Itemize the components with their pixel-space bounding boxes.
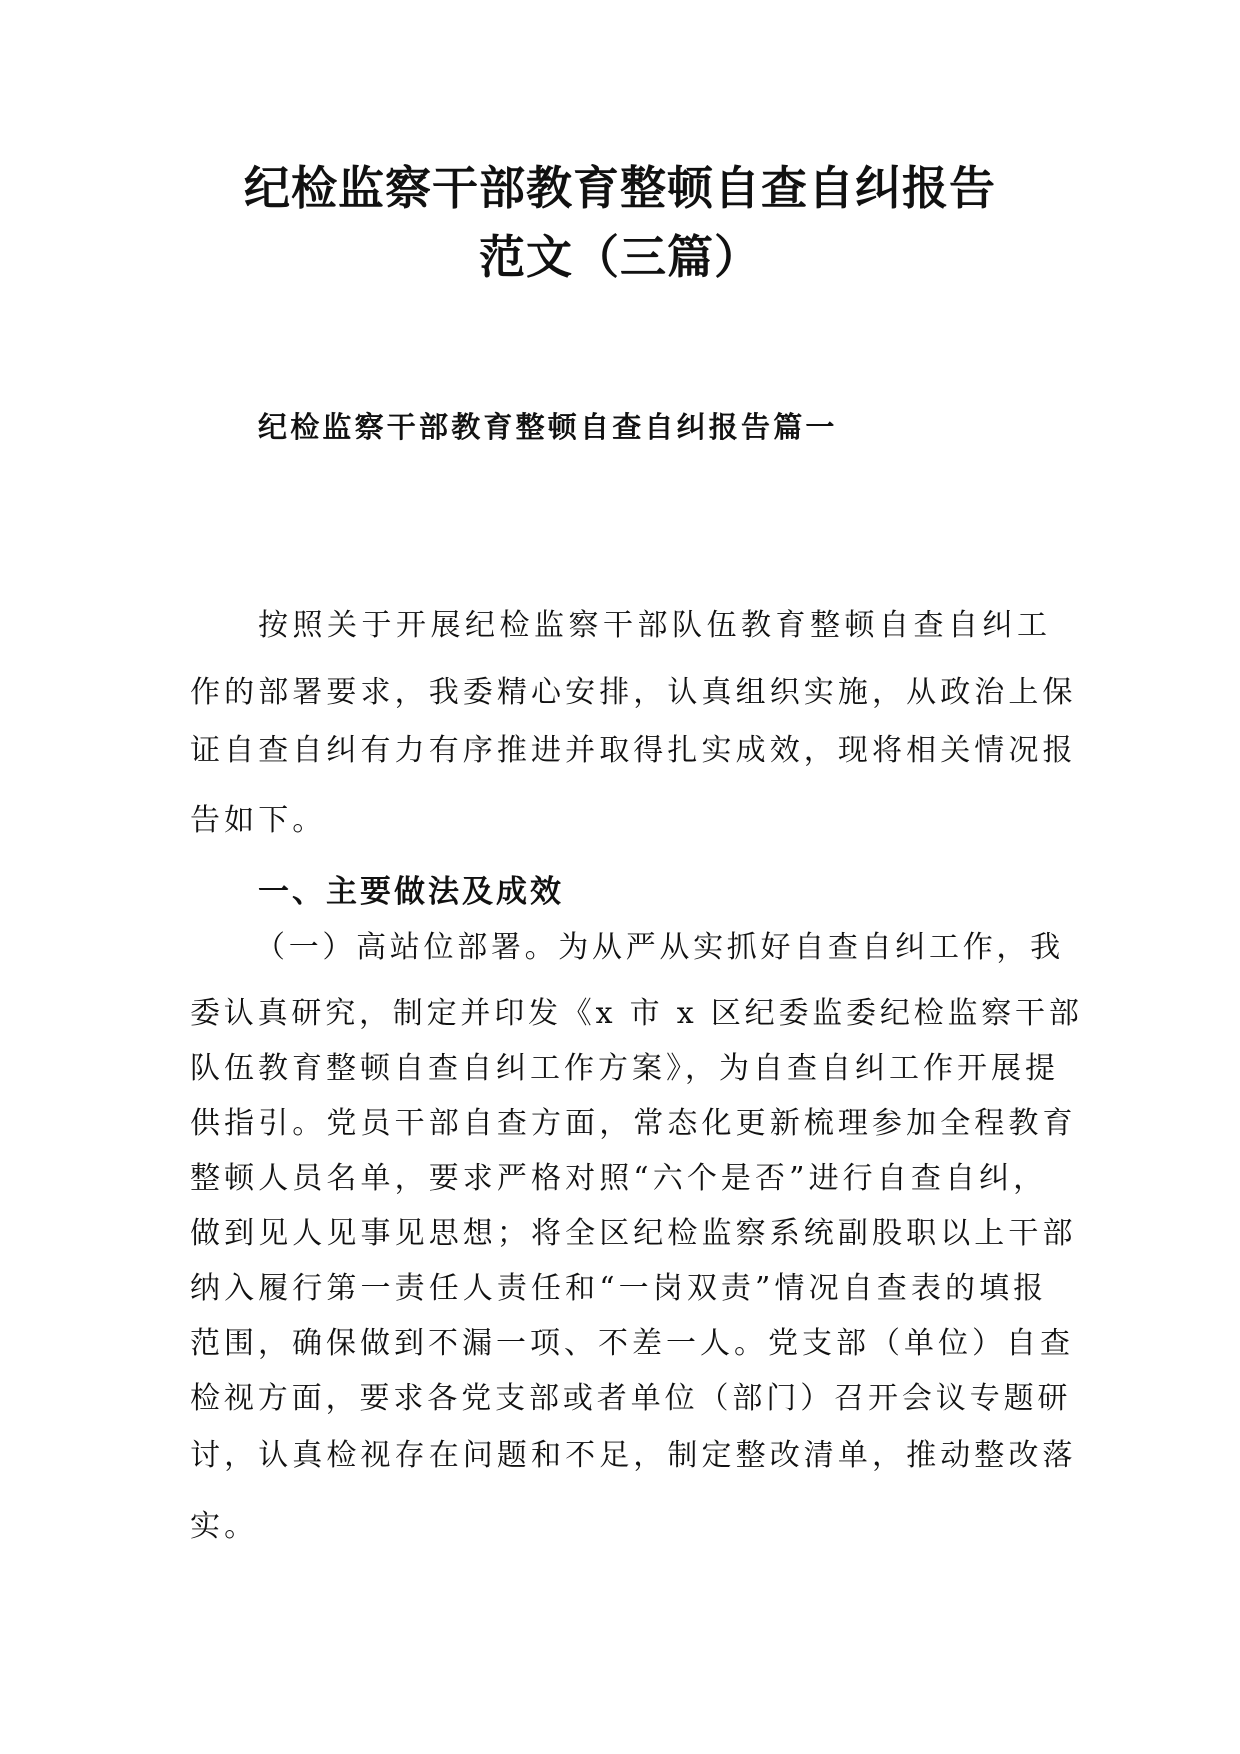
para1-line-11: 实。 bbox=[190, 1509, 259, 1544]
para1-line-6: 做到见人见事见思想；将全区纪检监察系统副股职以上干部 bbox=[190, 1216, 1077, 1251]
heading-main-practices: 一、主要做法及成效 bbox=[258, 874, 564, 910]
para1-line-4: 供指引。党员干部自查方面，常态化更新梳理参加全程教育 bbox=[190, 1106, 1077, 1141]
para1-line-1: （一）高站位部署。为从严从实抓好自查自纠工作，我 bbox=[255, 930, 1064, 965]
intro-line-4: 告如下。 bbox=[190, 803, 327, 838]
para1-line-8: 范围，确保做到不漏一项、不差一人。党支部（单位）自查 bbox=[190, 1326, 1074, 1361]
para1-line-10: 讨，认真检视存在问题和不足，制定整改清单，推动整改落 bbox=[190, 1438, 1077, 1473]
document-title-line-1: 纪检监察干部教育整顿自查自纠报告 bbox=[244, 161, 996, 215]
para1-line-9: 检视方面，要求各党支部或者单位（部门）召开会议专题研 bbox=[190, 1381, 1072, 1416]
intro-line-2: 作的部署要求，我委精心安排，认真组织实施，从政治上保 bbox=[190, 675, 1077, 710]
para1-line-3: 队伍教育整顿自查自纠工作方案》，为自查自纠工作开展提 bbox=[190, 1051, 1059, 1086]
para1-line-5: 整顿人员名单，要求严格对照“六个是否”进行自查自纠， bbox=[190, 1161, 1048, 1196]
para1-line-7: 纳入履行第一责任人责任和“一岗双责”情况自查表的填报 bbox=[190, 1271, 1048, 1306]
section-title: 纪检监察干部教育整顿自查自纠报告篇一 bbox=[258, 410, 838, 444]
intro-line-1: 按照关于开展纪检监察干部队伍教育整顿自查自纠工 bbox=[258, 608, 1052, 643]
intro-line-3: 证自查自纠有力有序推进并取得扎实成效，现将相关情况报 bbox=[190, 733, 1077, 768]
document-title-line-2: 范文（三篇） bbox=[479, 230, 761, 284]
para1-line-2: 委认真研究，制定并印发《x 市 x 区纪委监委纪检监察干部 bbox=[190, 996, 1083, 1031]
